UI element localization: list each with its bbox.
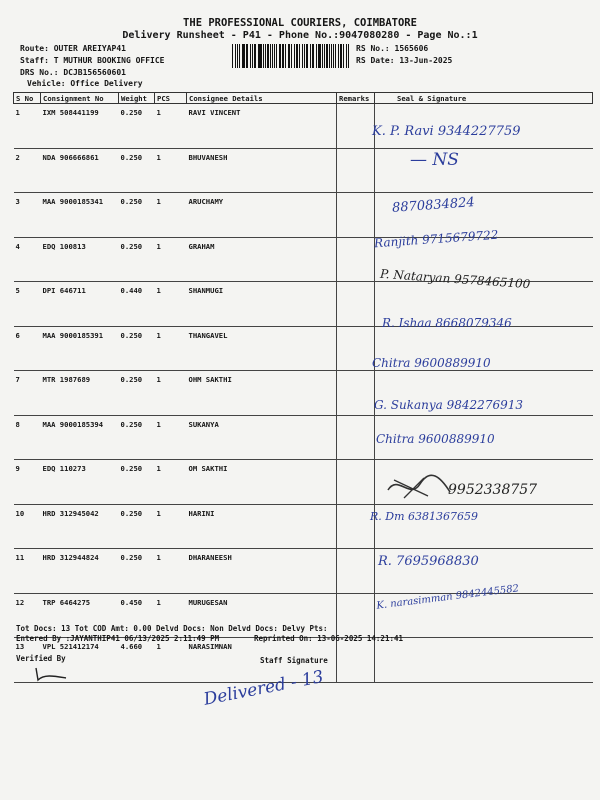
consignment-no: HRD 312945042 [41, 504, 119, 549]
pcs: 1 [155, 371, 187, 416]
handwritten-signature: 9952338757 [448, 482, 538, 498]
runsheet-subtitle: Delivery Runsheet - P41 - Phone No.:9047080280 - Page No.:1 [122, 30, 478, 41]
handwritten-signature: Chitra 9600889910 [372, 356, 491, 370]
col-header-pcs: PCS [155, 93, 187, 104]
rs-date: RS Date: 13-Jun-2025 [356, 56, 453, 65]
pcs: 1 [155, 104, 187, 149]
weight: 0.250 [119, 371, 155, 416]
table-row [14, 415, 593, 460]
col-header-consignee: Consignee Details [187, 93, 337, 104]
col-header-sno: S No [14, 93, 41, 104]
pcs: 1 [155, 460, 187, 505]
remarks-cell [337, 148, 375, 193]
entered-by: Entered By :JAYANTHIP41 06/13/2025 2:11:49 PM [16, 634, 220, 643]
signature-cell [375, 638, 593, 683]
rs-number: RS No.: 1565606 [356, 44, 429, 53]
remarks-cell [337, 504, 375, 549]
handwritten-signature: — NS [410, 150, 459, 170]
consignee: THANGAVEL [187, 326, 337, 371]
consignment-no: MAA 9000185341 [41, 193, 119, 238]
pcs: 1 [155, 504, 187, 549]
consignee: MURUGESAN [187, 593, 337, 638]
sno: 11 [14, 549, 41, 594]
remarks-cell [337, 549, 375, 594]
weight: 0.250 [119, 460, 155, 505]
handwritten-signature: R. Ishaa 8668079346 [382, 316, 512, 330]
table-row [14, 148, 593, 193]
pcs: 1 [155, 593, 187, 638]
signature-scribble-icon [384, 472, 454, 502]
weight: 0.250 [119, 504, 155, 549]
handwritten-signature: R. Dm 6381367659 [370, 510, 479, 523]
weight: 0.450 [119, 593, 155, 638]
weight: 0.250 [119, 326, 155, 371]
consignee: OHM SAKTHI [187, 371, 337, 416]
sno: 13 [14, 638, 41, 683]
staff-signature-label: Staff Signature [260, 656, 328, 665]
consignee: NARASIMNAN [187, 638, 337, 683]
sno: 12 [14, 593, 41, 638]
sno: 5 [14, 282, 41, 327]
table-header-row [14, 93, 593, 104]
weight: 0.250 [119, 549, 155, 594]
table-row [14, 193, 593, 238]
drs-number: DRS No.: DCJB156560601 [20, 68, 126, 77]
pcs: 1 [155, 638, 187, 683]
sno: 9 [14, 460, 41, 505]
delivered-note: Delivered - 13 [202, 667, 326, 710]
pcs: 1 [155, 282, 187, 327]
consignment-no: HRD 312944824 [41, 549, 119, 594]
consignee: ARUCHAMY [187, 193, 337, 238]
weight: 4.660 [119, 638, 155, 683]
table-row [14, 326, 593, 371]
remarks-cell [337, 638, 375, 683]
col-header-weight: Weight [119, 93, 155, 104]
consignment-no: DPI 646711 [41, 282, 119, 327]
consignee: SHANMUGI [187, 282, 337, 327]
remarks-cell [337, 104, 375, 149]
col-header-consignment: Consignment No [41, 93, 119, 104]
pcs: 1 [155, 237, 187, 282]
weight: 0.250 [119, 148, 155, 193]
signature-cell [375, 148, 593, 193]
consignment-no: EDQ 110273 [41, 460, 119, 505]
handwritten-signature: Ranjith 9715679722 [373, 227, 499, 251]
consignee: SUKANYA [187, 415, 337, 460]
table-row [14, 504, 593, 549]
signature-scribble-icon [30, 664, 70, 684]
company-title: THE PROFESSIONAL COURIERS, COIMBATORE [183, 17, 417, 29]
consignment-no: TRP 6464275 [41, 593, 119, 638]
consignee: BHUVANESH [187, 148, 337, 193]
col-header-signature: Seal & Signature [375, 93, 593, 104]
remarks-cell [337, 415, 375, 460]
handwritten-signature: K. P. Ravi 9344227759 [372, 124, 521, 139]
consignee: GRAHAM [187, 237, 337, 282]
remarks-cell [337, 326, 375, 371]
reprinted-on: Reprinted On: 13-06-2025 14:21:41 [254, 634, 404, 643]
consignee: OM SAKTHI [187, 460, 337, 505]
weight: 0.250 [119, 104, 155, 149]
pcs: 1 [155, 549, 187, 594]
weight: 0.250 [119, 415, 155, 460]
barcode-icon [232, 44, 350, 68]
pcs: 1 [155, 415, 187, 460]
staff-label: Staff: T MUTHUR BOOKING OFFICE [20, 56, 165, 65]
totals-summary: Tot Docs: 13 Tot COD Amt: 0.00 Delvd Docs: Non Delvd Docs: Delvy Pts: [16, 624, 328, 633]
remarks-cell [337, 237, 375, 282]
consignment-no: NDA 906666861 [41, 148, 119, 193]
col-header-remarks: Remarks [337, 93, 375, 104]
handwritten-signature: 8870834824 [391, 195, 476, 216]
consignee: RAVI VINCENT [187, 104, 337, 149]
handwritten-signature: P. Nataryan 9578465100 [379, 266, 531, 292]
weight: 0.440 [119, 282, 155, 327]
handwritten-signature: Chitra 9600889910 [376, 432, 495, 446]
handwritten-signature: K. narasimman 9842445582 [375, 583, 520, 612]
sno: 4 [14, 237, 41, 282]
consignment-no: MTR 1987689 [41, 371, 119, 416]
sno: 10 [14, 504, 41, 549]
weight: 0.250 [119, 193, 155, 238]
consignee: DHARANEESH [187, 549, 337, 594]
pcs: 1 [155, 326, 187, 371]
handwritten-signature: R. 7695968830 [378, 554, 479, 569]
consignment-no: IXM 508441199 [41, 104, 119, 149]
remarks-cell [337, 193, 375, 238]
consignment-no: MAA 9000185391 [41, 326, 119, 371]
sno: 6 [14, 326, 41, 371]
remarks-cell [337, 282, 375, 327]
consignment-no: MAA 9000185394 [41, 415, 119, 460]
handwritten-signature: G. Sukanya 9842276913 [374, 398, 523, 412]
sno: 1 [14, 104, 41, 149]
vehicle-label: Vehicle: Office Delivery [27, 79, 143, 88]
weight: 0.250 [119, 237, 155, 282]
route-label: Route: OUTER AREIYAP41 [20, 44, 126, 53]
remarks-cell [337, 371, 375, 416]
sno: 3 [14, 193, 41, 238]
sno: 8 [14, 415, 41, 460]
consignment-no: VPL 521412174 [41, 638, 119, 683]
verified-by-label: Verified By [16, 654, 66, 663]
remarks-cell [337, 460, 375, 505]
remarks-cell [337, 593, 375, 638]
sno: 7 [14, 371, 41, 416]
pcs: 1 [155, 193, 187, 238]
sno: 2 [14, 148, 41, 193]
consignee: HARINI [187, 504, 337, 549]
consignment-no: EDQ 100813 [41, 237, 119, 282]
pcs: 1 [155, 148, 187, 193]
